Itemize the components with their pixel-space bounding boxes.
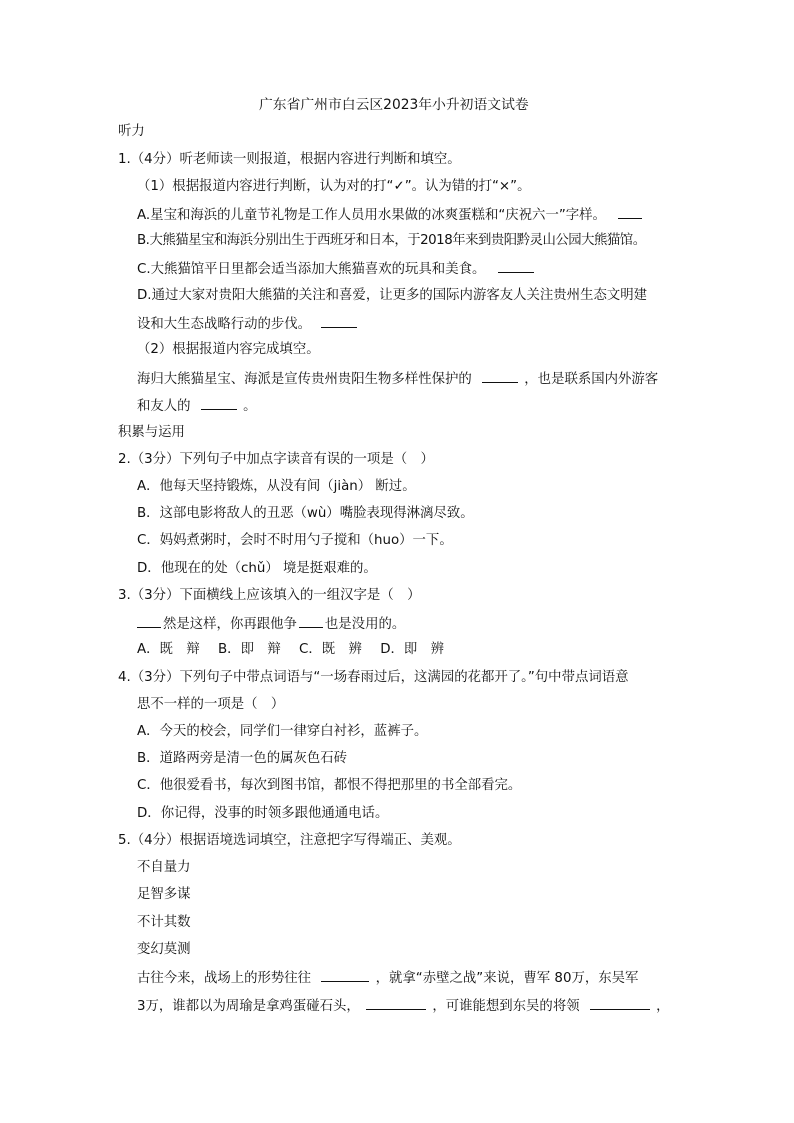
q5-word-4: 变幻莫测	[137, 942, 191, 957]
q4-option-c[interactable]: C．他很爱看书，每次到图书馆，都恨不得把那里的书全部看完。	[137, 778, 522, 793]
q1-sub1: （1）根据报道内容进行判断，认为对的打“✓”。认为错的打“×”。	[137, 179, 531, 194]
q1-sub2: （2）根据报道内容完成填空。	[137, 342, 320, 357]
q5-passage-text-e: ，	[656, 999, 670, 1014]
q5-blank-1[interactable]	[321, 968, 369, 982]
q3-blank-2[interactable]	[299, 614, 323, 628]
q1-fill-text-b: ，也是联系国内外游客	[524, 372, 659, 387]
q4-stem-line1: 4.（3分）下列句子中带点词语与“一场春雨过后，这满园的花都开了。”句中带点词语意	[118, 670, 629, 685]
section-listening: 听力	[118, 124, 145, 139]
q5-passage-line1	[137, 968, 638, 988]
q1-fill-text-a: 海归大熊猫星宝、海派是宣传贵州贵阳生物多样性保护的	[137, 372, 472, 387]
q3-option-a[interactable]: A．既 辩	[137, 642, 200, 657]
q5-blank-3[interactable]	[590, 996, 650, 1010]
q1-option-d-line2	[137, 314, 359, 334]
q5-word-3: 不计其数	[137, 915, 191, 930]
q4-option-d[interactable]: D．你记得，没事的时领多跟他通通电话。	[137, 806, 389, 821]
q1-option-c-text: C.大熊猫馆平日里都会适当添加大熊猫喜欢的玩具和美食。	[137, 262, 486, 277]
q3-sentence	[137, 614, 405, 634]
q5-passage-text-b: ，就拿“赤壁之战”来说，曹军 80万，东吴军	[375, 971, 639, 986]
q5-stem: 5.（4分）根据语境选词填空，注意把字写得端正、美观。	[118, 833, 461, 848]
q1-option-d-line1: D.通过大家对贵阳大熊猫的关注和喜爱，让更多的国际内游客友人关注贵州生态文明建	[137, 288, 648, 303]
q3-option-c[interactable]: C．既 辨	[299, 642, 362, 657]
q5-word-1: 不自量力	[137, 860, 191, 875]
q3-option-b[interactable]: B．即 辩	[218, 642, 281, 657]
q3-sentence-b: 也是没用的。	[324, 617, 406, 632]
q2-option-a[interactable]: A．他每天坚持锻炼，从没有间（jiàn） 断过。	[137, 479, 416, 494]
q3-option-d[interactable]: D．即 辨	[380, 642, 445, 657]
q3-sentence-a: 然是这样，你再跟他争	[163, 617, 297, 632]
q5-word-2: 足智多谋	[137, 887, 191, 902]
q1-stem: 1.（4分）听老师读一则报道，根据内容进行判断和填空。	[118, 152, 461, 167]
q1-option-a-text: A.星宝和海浜的儿童节礼物是工作人员用水果做的冰爽蛋糕和“庆祝六一”字样。	[137, 208, 606, 223]
q1-fill-blank-1[interactable]	[482, 369, 518, 383]
q2-option-b[interactable]: B．这部电影将敌人的丑恶（wù）嘴脸表现得淋漓尽致。	[137, 506, 474, 521]
q4-option-a[interactable]: A．今天的校会，同学们一律穿白衬衫，蓝裤子。	[137, 724, 428, 739]
q1-fill-line1	[137, 369, 658, 389]
q1-d-answer-blank[interactable]	[321, 314, 357, 328]
q1-option-b: B.大熊猫星宝和海浜分别出生于西班牙和日本，于2018年来到贵阳黔灵山公园大熊猫馆。	[137, 233, 646, 248]
q3-stem: 3.（3分）下面横线上应该填入的一组汉字是（ ）	[118, 588, 421, 603]
q1-option-c	[137, 259, 536, 279]
q3-options	[137, 641, 458, 659]
q5-blank-2[interactable]	[366, 996, 426, 1010]
q1-fill-text-c: 和友人的	[137, 399, 191, 414]
q2-stem: 2.（3分）下列句子中加点字读音有误的一项是（ ）	[118, 452, 434, 467]
q5-passage-text-c: 3万，谁都以为周瑜是拿鸡蛋碰石头，	[137, 999, 360, 1014]
q1-fill-blank-2[interactable]	[201, 396, 237, 410]
q4-stem-line2: 思不一样的一项是（ ）	[137, 697, 285, 712]
q1-option-d-text: 设和大生态战略行动的步伐。	[137, 317, 312, 332]
q1-a-answer-blank[interactable]	[618, 205, 642, 219]
q1-c-answer-blank[interactable]	[498, 259, 534, 273]
q5-passage-text-a: 古往今来，战场上的形势往往	[137, 971, 312, 986]
q5-passage-line2	[137, 996, 670, 1016]
q1-fill-text-d: 。	[243, 399, 257, 414]
q2-option-c[interactable]: C．妈妈煮粥时，会时不时用勺子搅和（huo）一下。	[137, 533, 453, 548]
section-accumulation: 积累与运用	[118, 425, 185, 440]
q1-option-a	[137, 205, 644, 225]
exam-title: 广东省广州市白云区2023年小升初语文试卷	[259, 97, 529, 113]
q2-option-d[interactable]: D．他现在的处（chǔ） 境是挺艰难的。	[137, 561, 377, 576]
q4-option-b[interactable]: B．道路两旁是清一色的属灰色石砖	[137, 751, 348, 766]
q1-fill-line2	[137, 396, 256, 416]
q3-blank-1[interactable]	[137, 614, 161, 628]
q5-passage-text-d: ，可谁能想到东吴的将领	[432, 999, 580, 1014]
